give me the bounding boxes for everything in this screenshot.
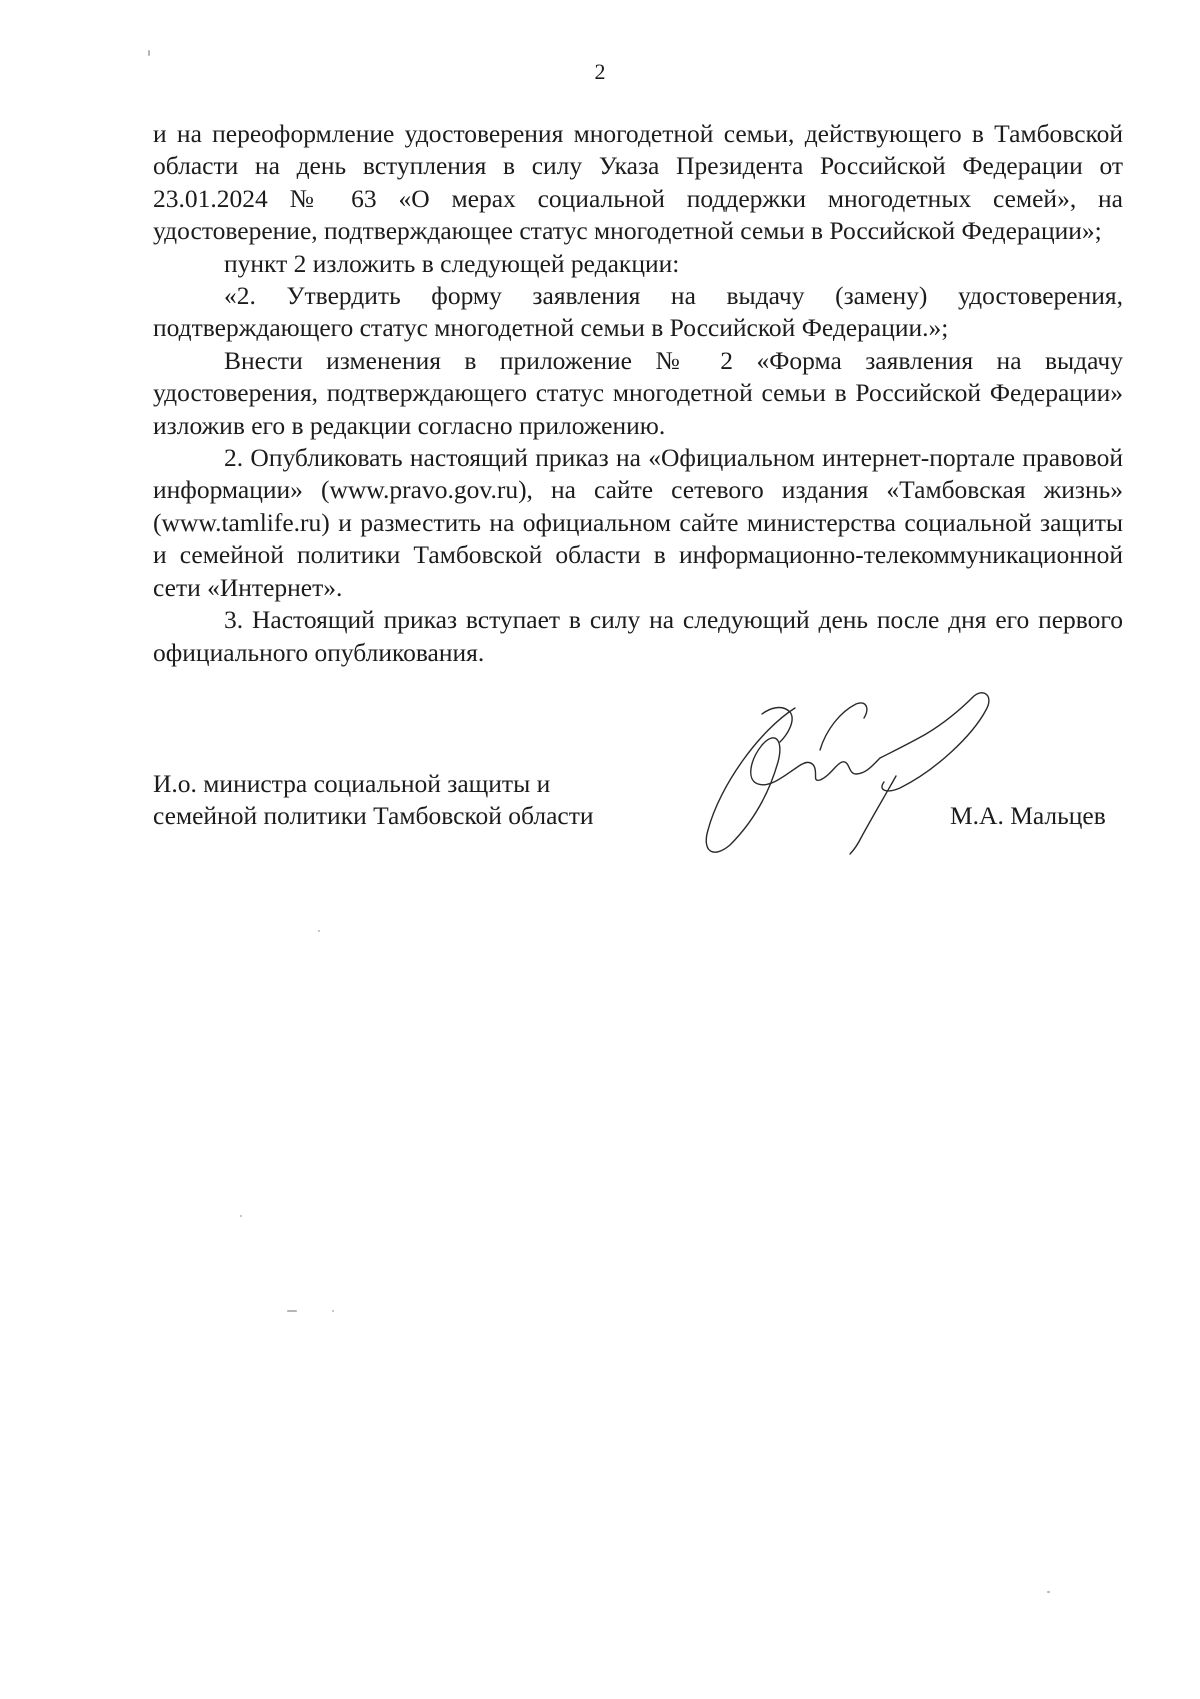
scan-speck: [318, 930, 320, 932]
handwritten-signature: [700, 690, 1040, 865]
signer-title-line-1: И.о. министра социальной защиты и: [153, 769, 551, 798]
paragraph-continuation: и на переоформление удостоверения многодетной семьи, действующего в Тамбовской области на день вступления в силу Указа Президента Российской Федерации от 23.01.2024 № 63 «О мерах социальной поддержки многодетных семей», на удостоверение, подтверждающее статус многодетной семьи в Российской Федерации»;: [153, 119, 1123, 246]
paragraph-item-2-text: «2. Утвердить форму заявления на выдачу (замену) удостоверения, подтверждающего статус многодетной семьи в Российской Федерации.»;: [153, 281, 1123, 343]
scan-speck: [332, 1310, 334, 1312]
document-body: [153, 118, 1123, 669]
signer-title: [153, 768, 673, 833]
scan-speck: [1047, 1591, 1050, 1593]
signer-title-line-2: семейной политики Тамбовской области: [153, 801, 594, 831]
scan-speck: [148, 50, 150, 56]
scan-speck: [240, 1215, 242, 1217]
paragraph-effective-date: 3. Настоящий приказ вступает в силу на следующий день после дня его первого официального опубликования.: [153, 605, 1123, 667]
paragraph-item-2-intro: пункт 2 изложить в следующей редакции:: [224, 248, 680, 278]
paragraph-publish: 2. Опубликовать настоящий приказ на «Официальном интернет-портале правовой информации» (www.pravo.gov.ru), на сайте сетевого издания «Тамбовская жизнь» (www.tamlife.ru) и разместить на официальном сайте министерства социальной защиты и семейной политики Тамбовской области в информационно-телекоммуникационной сети «Интернет».: [153, 443, 1123, 602]
signer-name: М.А. Мальцев: [950, 801, 1106, 830]
page-number: 2: [594, 59, 606, 84]
scan-speck: [287, 1310, 297, 1312]
paragraph-appendix-change: Внести изменения в приложение № 2 «Форма заявления на выдачу удостоверения, подтверждающего статус многодетной семьи в Российской Федерации» изложив его в редакции согласно приложению.: [153, 345, 1123, 440]
